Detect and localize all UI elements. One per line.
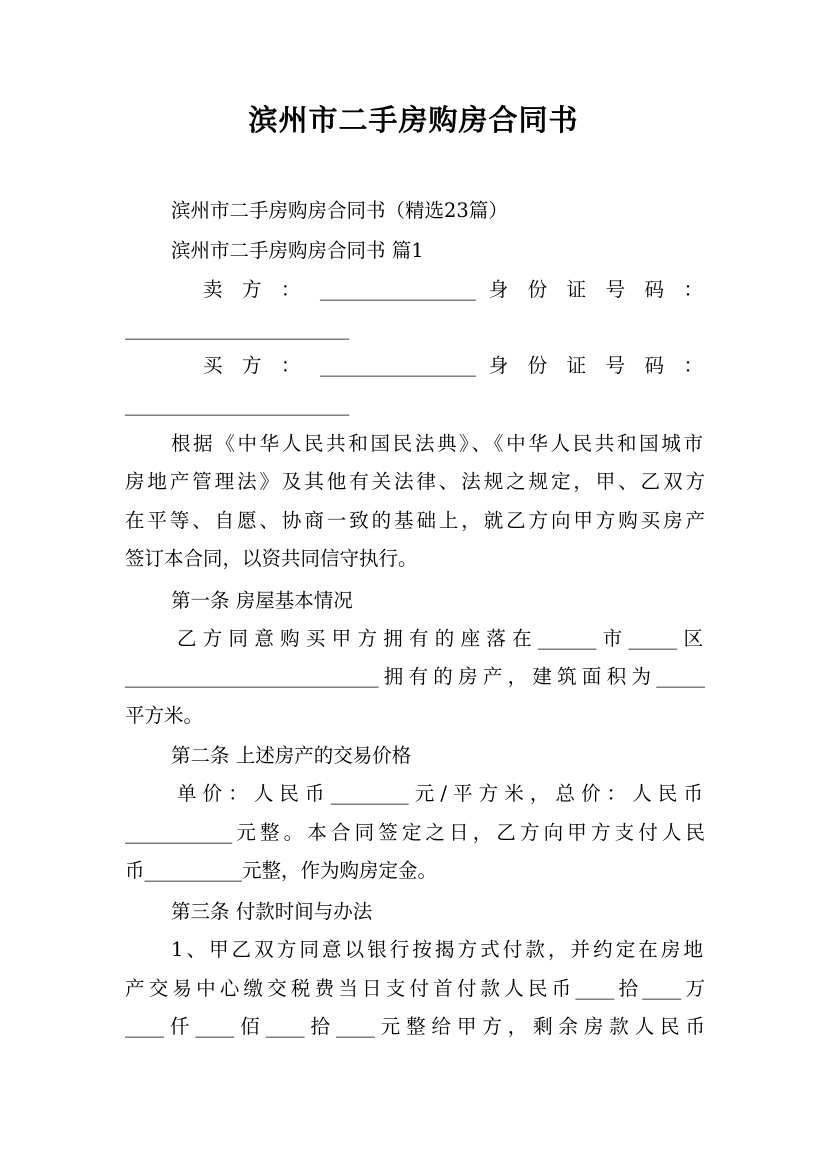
article-3-line-3: ____仟____佰____拾____元整给甲方，剩余房款人民币 <box>125 1015 705 1038</box>
article-3-line-1: 1、甲乙双方同意以银行按揭方式付款，并约定在房地 <box>171 938 703 961</box>
article-1-line-2: __________________________拥有的房产，建筑面积为_____ <box>125 665 705 688</box>
buyer-id-blank: _______________________ <box>125 393 350 416</box>
seller-line: 卖 方 ： ________________ 身 份 证 号 码 ： <box>203 278 703 301</box>
article-1-line-1: 乙方同意购买甲方拥有的座落在______市_____区 <box>177 627 703 650</box>
preamble-line-3: 在平等、自愿、协商一致的基础上，就乙方向甲方购买房产 <box>125 509 705 532</box>
article-3-line-2: 产交易中心缴交税费当日支付首付款人民币____拾____万 <box>125 977 705 1000</box>
article-3-title: 第三条 付款时间与办法 <box>171 900 373 923</box>
seller-id-blank: _______________________ <box>125 317 350 340</box>
preamble-line-2: 房地产管理法》及其他有关法律、法规之规定，甲、乙双方 <box>125 470 705 493</box>
article-2-line-1: 单价：人民币________元/平方米，总价：人民币 <box>177 782 703 805</box>
preamble-line-4: 签订本合同，以资共同信守执行。 <box>125 547 418 570</box>
buyer-line: 买 方 ： ________________ 身 份 证 号 码 ： <box>203 354 703 377</box>
article-2-title: 第二条 上述房产的交易价格 <box>171 744 412 767</box>
article-1-line-3: 平方米。 <box>125 704 204 727</box>
article-2-line-3: 币__________元整，作为购房定金。 <box>125 859 438 882</box>
preamble-line-1: 根据《中华人民共和国民法典》、《中华人民共和国城市 <box>171 432 703 455</box>
document-subtitle: 滨州市二手房购房合同书（精选23篇） <box>171 199 508 222</box>
article-2-line-2: ___________元整。本合同签定之日，乙方向甲方支付人民 <box>125 821 705 844</box>
article-1-title: 第一条 房屋基本情况 <box>171 589 353 612</box>
document-title: 滨州市二手房购房合同书 <box>248 103 579 137</box>
section-heading: 滨州市二手房购房合同书 篇1 <box>171 239 424 262</box>
